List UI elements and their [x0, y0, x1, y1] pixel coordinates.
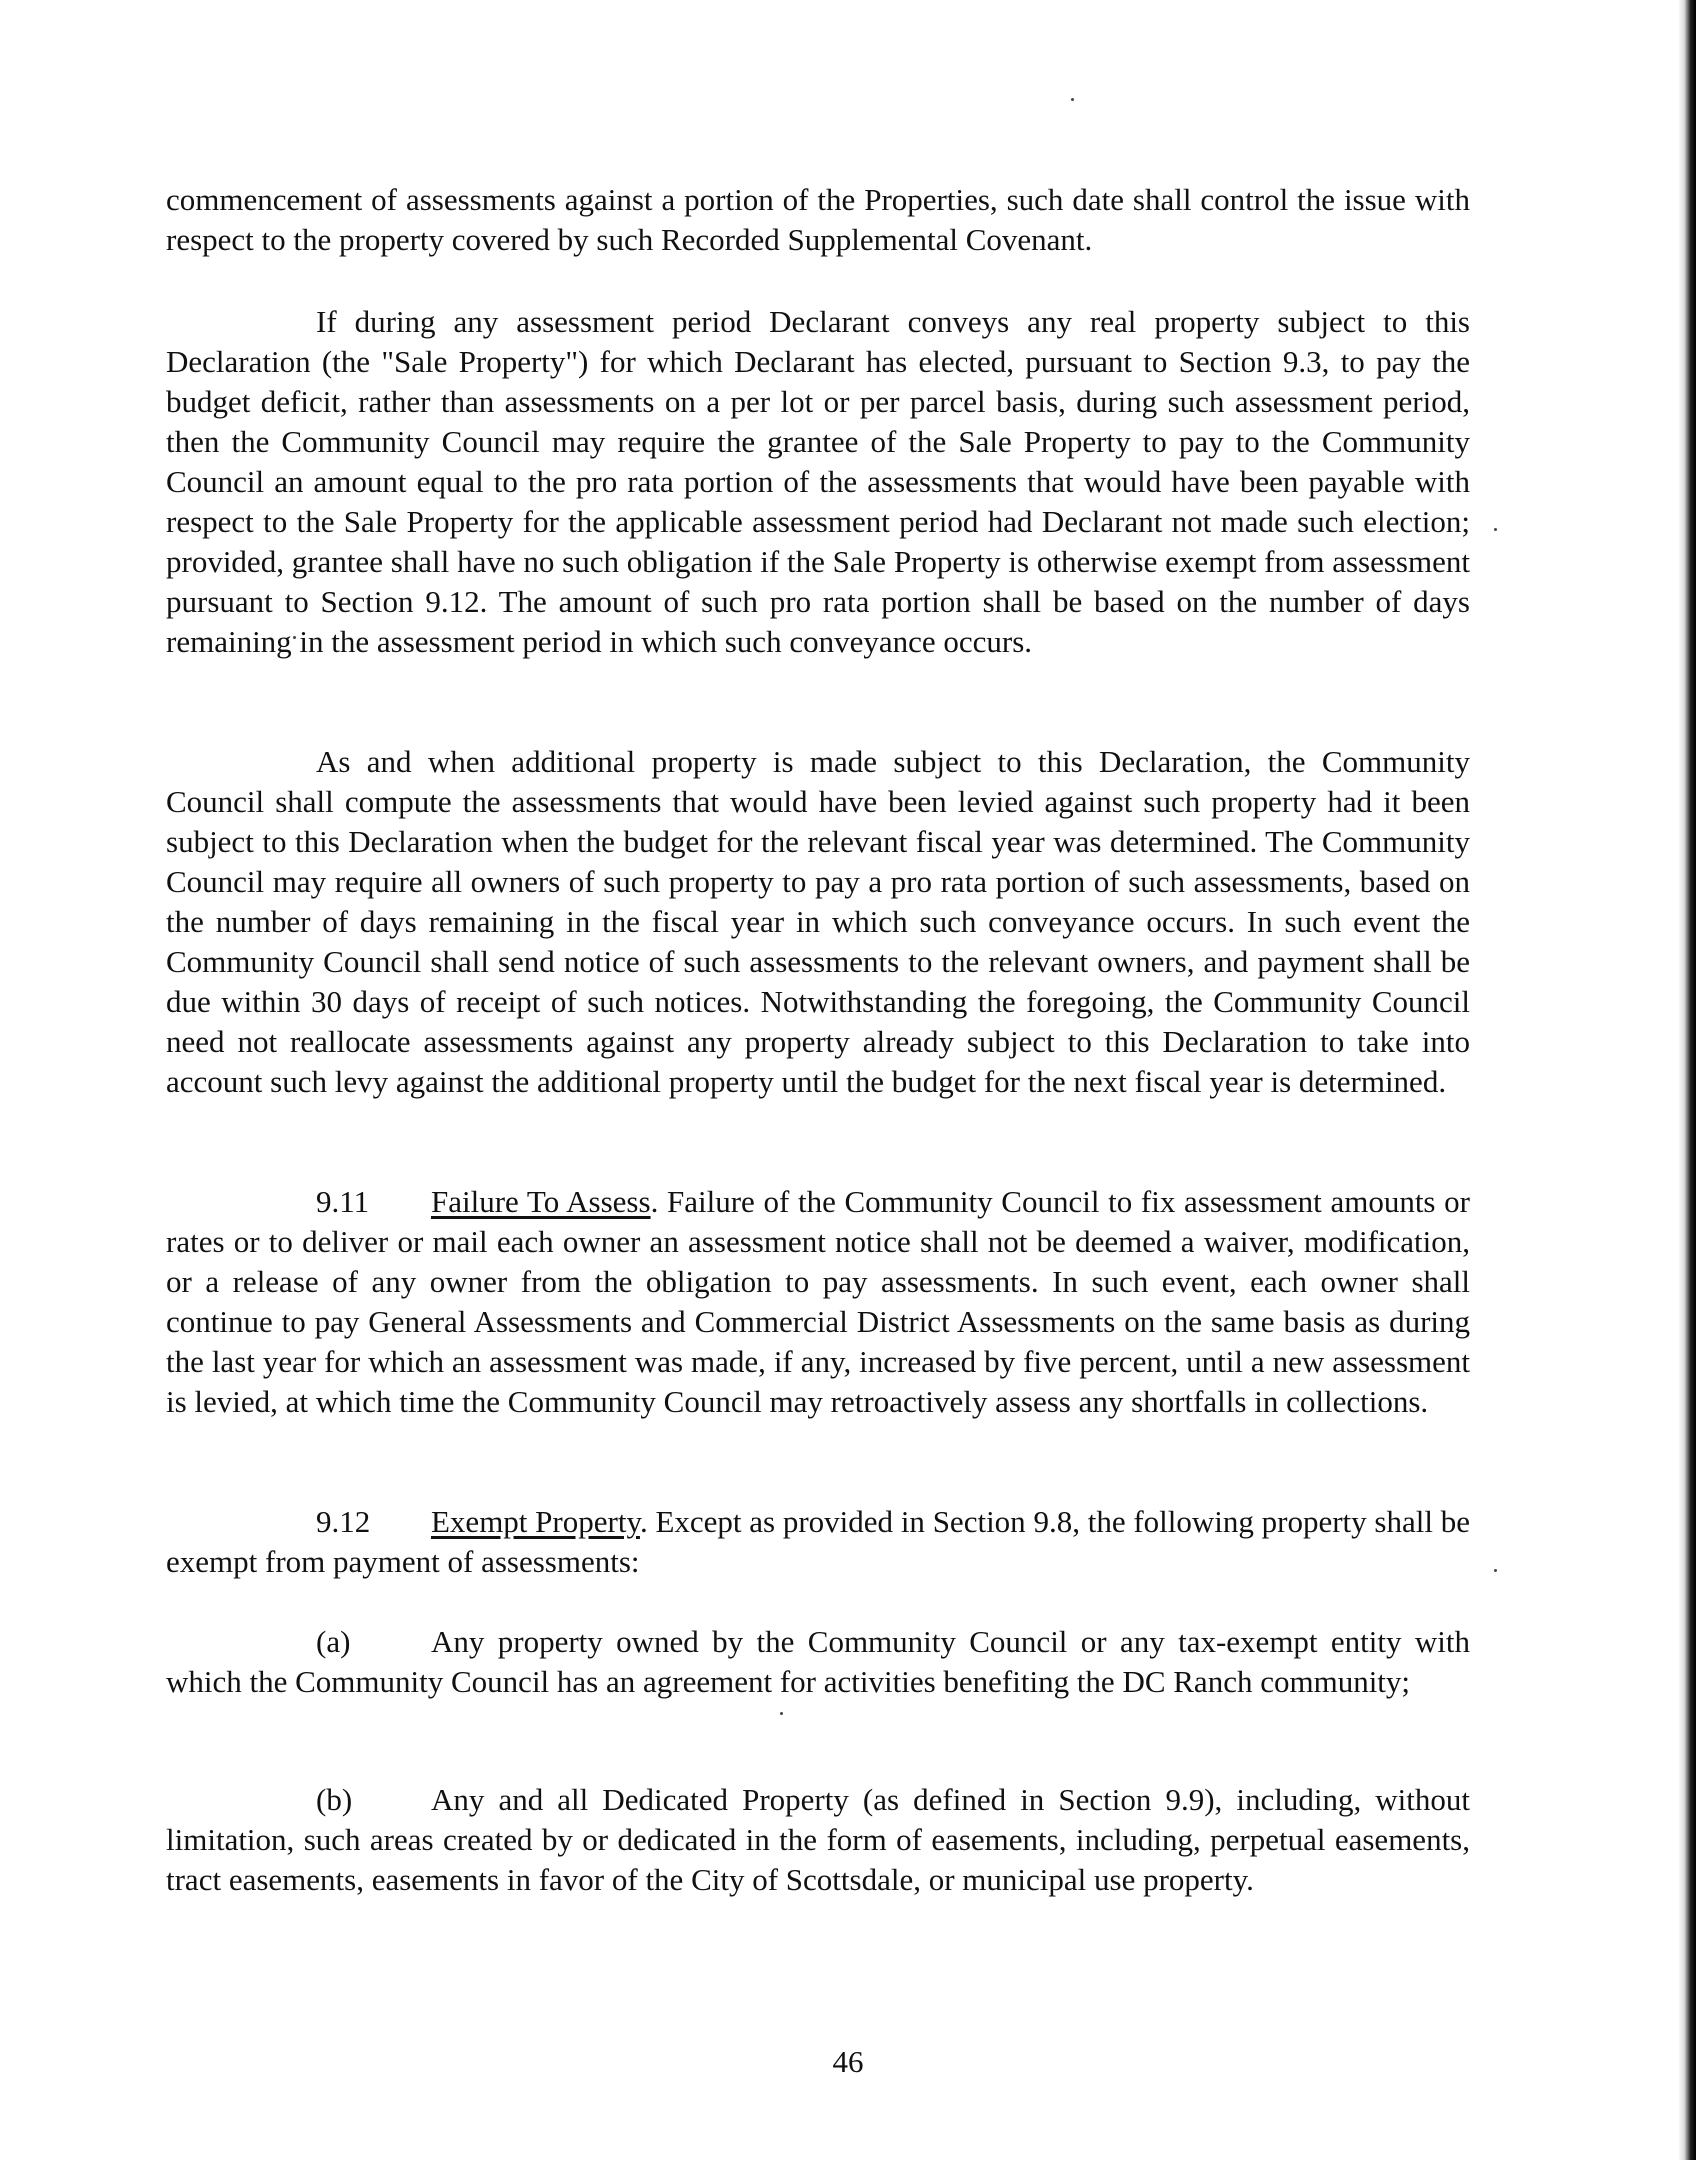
paragraph-text: As and when additional property is made subject to this Declaration, the Community Council shall compute the assessments that would have been levied against such property had it been subject to this Declaration when the budget for the relevant fiscal year was determined. The Community Council may require all owners of such property to pay a pro rata portion of such assessments, based on the number of days remaining in the fiscal year in which such conveyance occurs. In such event the Community Council shall send notice of such assessments to the relevant owners, and payment shall be due within 30 days of receipt of such notices. Notwithstanding the foregoing, the Community Council need not reallocate assessments against any property already subject to this Declaration to take into account such levy against the additional property until the budget for the next fiscal year is determined.	[166, 744, 1470, 1099]
list-item-text: Any and all Dedicated Property (as defined in Section 9.9), including, without limitation, such areas created by or dedicated in the form of easements, including, perpetual easements, tract easements, easements in favor of the City of Scottsdale, or municipal use property.	[166, 1782, 1470, 1897]
page-number: 46	[832, 2044, 864, 2079]
section-heading: Exempt Property	[431, 1504, 640, 1539]
section-heading: Failure To Assess	[431, 1184, 651, 1219]
paragraph-continuation	[166, 180, 1470, 260]
section-9-11	[166, 1182, 1470, 1422]
list-item-text: Any property owned by the Community Council or any tax-exempt entity with which the Community Council has an agreement for activities benefiting the DC Ranch community;	[166, 1624, 1470, 1699]
list-item-label: (b)	[316, 1782, 353, 1817]
list-item-paragraph	[166, 1622, 1470, 1702]
list-item-paragraph	[166, 1780, 1470, 1900]
scan-edge-shadow	[1678, 0, 1696, 2160]
scan-speck	[1494, 528, 1497, 531]
list-item-b	[166, 1780, 1470, 1900]
section-body: . Except as provided in Section 9.8, the following property shall be exempt from payment of assessments:	[166, 1504, 1470, 1579]
section-paragraph	[166, 1502, 1470, 1582]
paragraph-sale-property	[166, 302, 1470, 662]
scan-speck	[1494, 1569, 1497, 1572]
paragraph-text: commencement of assessments against a portion of the Properties, such date shall control the issue with respect to the property covered by such Recorded Supplemental Covenant.	[166, 182, 1470, 257]
paragraph-additional-property	[166, 742, 1470, 1102]
list-item-a	[166, 1622, 1470, 1702]
paragraph-text: If during any assessment period Declarant conveys any real property subject to this Declaration (the "Sale Property") for which Declarant has elected, pursuant to Section 9.3, to pay the budget deficit, rather than assessments on a per lot or per parcel basis, during such assessment period, then the Community Council may require the grantee of the Sale Property to pay to the Community Council an amount equal to the pro rata portion of the assessments that would have been payable with respect to the Sale Property for the applicable assessment period had Declarant not made such election; provided, grantee shall have no such obligation if the Sale Property is otherwise exempt from assessment pursuant to Section 9.12. The amount of such pro rata portion shall be based on the number of days remaining in the assessment period in which such conveyance occurs.	[166, 304, 1470, 659]
scan-speck	[780, 1712, 783, 1715]
scan-speck	[1071, 98, 1074, 101]
section-number: 9.11	[316, 1184, 370, 1219]
section-body: . Failure of the Community Council to fix assessment amounts or rates or to deliver or mail each owner an assessment notice shall not be deemed a waiver, modification, or a release of any owner from the obligation to pay assessments. In such event, each owner shall continue to pay General Assessments and Commercial District Assessments on the same basis as during the last year for which an assessment was made, if any, increased by five percent, until a new assessment is levied, at which time the Community Council may retroactively assess any shortfalls in collections.	[166, 1184, 1470, 1419]
list-item-label: (a)	[316, 1624, 351, 1659]
section-9-12	[166, 1502, 1470, 1582]
section-number: 9.12	[316, 1504, 371, 1539]
section-paragraph	[166, 1182, 1470, 1422]
